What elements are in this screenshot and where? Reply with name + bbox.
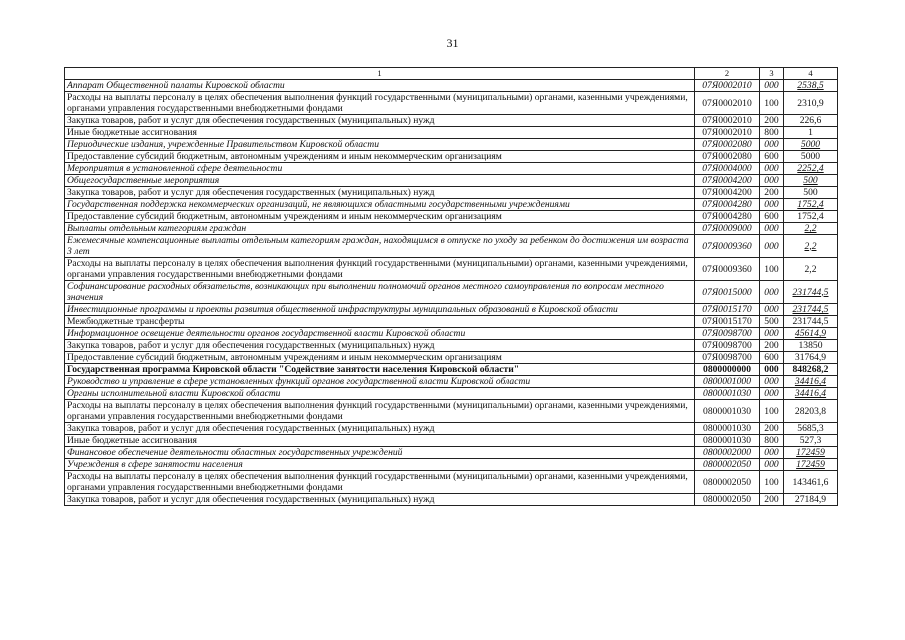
- row-code-cell-text: 0800001030: [703, 435, 751, 446]
- row-code-cell-text: 07Я0004200: [702, 175, 752, 186]
- row-type-cell: [760, 223, 784, 235]
- row-type-cell-text: 100: [764, 476, 779, 488]
- row-type-cell-text: 000: [764, 286, 779, 298]
- row-amount-cell: [784, 187, 838, 199]
- row-type-cell: [760, 281, 784, 304]
- row-name-cell-text: Руководство и управление в сфере установленных функций органов государственной власти Кировской области: [67, 376, 531, 387]
- row-name-cell: [65, 316, 695, 328]
- row-name-cell: [65, 388, 695, 400]
- row-amount-cell-text: 848268,2: [792, 364, 829, 375]
- row-type-cell: [760, 400, 784, 423]
- row-amount-cell-text: 231744,5: [792, 286, 829, 298]
- row-code-cell-text: 07Я0002010: [702, 127, 752, 138]
- row-code-cell: [695, 388, 760, 400]
- row-name-cell-text: Предоставление субсидий бюджетным, автономным учреждениям и иным некоммерческим организациям: [67, 352, 502, 363]
- row-type-cell: [760, 163, 784, 175]
- row-amount-cell: [784, 199, 838, 211]
- row-type-cell-text: 000: [764, 80, 779, 91]
- row-amount-cell-text: 2,2: [804, 223, 817, 234]
- row-name-cell-text: Иные бюджетные ассигнования: [67, 127, 197, 138]
- row-type-cell-text: 000: [764, 364, 779, 375]
- row-amount-cell-text: 2310,9: [797, 97, 824, 109]
- row-name-cell-text: Межбюджетные трансферты: [67, 316, 185, 327]
- row-type-cell-text: 600: [764, 151, 779, 162]
- row-name-cell-text: Закупка товаров, работ и услуг для обеспечения государственных (муниципальных) нужд: [67, 115, 435, 126]
- row-code-cell: [695, 435, 760, 447]
- row-type-cell: [760, 258, 784, 281]
- row-name-cell: [65, 494, 695, 506]
- row-code-cell: [695, 352, 760, 364]
- row-name-cell-text: Периодические издания, учрежденные Правительством Кировской области: [67, 139, 380, 150]
- row-type-cell-text: 000: [764, 223, 779, 234]
- row-amount-cell: [784, 115, 838, 127]
- row-name-cell: [65, 175, 695, 187]
- row-type-cell-text: 100: [764, 263, 779, 275]
- row-type-cell: [760, 304, 784, 316]
- row-amount-cell-text: 2,2: [804, 263, 817, 275]
- row-name-cell-text: Инвестиционные программы и проекты развития общественной инфраструктуры муниципальных образований в Кировской области: [67, 304, 618, 315]
- row-amount-cell-text: 143461,6: [792, 476, 829, 488]
- row-code-cell: [695, 304, 760, 316]
- row-type-cell: [760, 364, 784, 376]
- row-code-cell-text: 07Я0002080: [702, 151, 752, 162]
- table-header-row: [65, 68, 838, 80]
- row-name-cell: [65, 328, 695, 340]
- column-header-amount: 4: [784, 68, 838, 80]
- row-type-cell: [760, 316, 784, 328]
- table-row: [65, 423, 838, 435]
- table-row: [65, 115, 838, 127]
- row-type-cell-text: 000: [764, 163, 779, 174]
- row-code-cell: [695, 115, 760, 127]
- row-amount-cell: [784, 139, 838, 151]
- row-amount-cell-text: 226,6: [799, 115, 822, 126]
- row-amount-cell-text: 2252,4: [797, 163, 824, 174]
- row-code-cell: [695, 400, 760, 423]
- row-type-cell-text: 000: [764, 175, 779, 186]
- row-type-cell-text: 000: [764, 304, 779, 315]
- row-code-cell: [695, 139, 760, 151]
- table-row: [65, 92, 838, 115]
- row-type-cell-text: 200: [764, 187, 779, 198]
- row-type-cell-text: 200: [764, 115, 779, 126]
- row-type-cell: [760, 423, 784, 435]
- row-name-cell: [65, 163, 695, 175]
- row-name-cell: [65, 459, 695, 471]
- row-type-cell: [760, 127, 784, 139]
- table-row: [65, 223, 838, 235]
- row-name-cell-text: Закупка товаров, работ и услуг для обеспечения государственных (муниципальных) нужд: [67, 187, 435, 198]
- row-name-cell-text: Расходы на выплаты персоналу в целях обеспечения выполнения функций государственными (муниципальными) органами, казенными учреждениями, органами управления государственными внебюджетными фондами: [67, 258, 688, 280]
- row-code-cell: [695, 223, 760, 235]
- row-amount-cell: [784, 494, 838, 506]
- row-name-cell-text: Софинансирование расходных обязательств, возникающих при выполнении полномочий органов местного самоуправления по вопросам местного значения: [67, 281, 664, 303]
- row-name-cell-text: Аппарат Общественной палаты Кировской области: [67, 80, 285, 91]
- row-type-cell: [760, 471, 784, 494]
- row-name-cell-text: Расходы на выплаты персоналу в целях обеспечения выполнения функций государственными (муниципальными) органами, казенными учреждениями, органами управления государственными внебюджетными фондами: [67, 471, 688, 493]
- table-row: [65, 352, 838, 364]
- row-code-cell-text: 07Я0098700: [702, 352, 752, 363]
- row-name-cell: [65, 435, 695, 447]
- row-amount-cell: [784, 435, 838, 447]
- row-code-cell: [695, 364, 760, 376]
- row-type-cell: [760, 187, 784, 199]
- row-type-cell-text: 800: [764, 127, 779, 138]
- row-code-cell-text: 0800001030: [703, 423, 751, 434]
- row-amount-cell: [784, 151, 838, 163]
- row-code-cell: [695, 316, 760, 328]
- row-name-cell: [65, 187, 695, 199]
- row-name-cell: [65, 304, 695, 316]
- table-row: [65, 211, 838, 223]
- row-code-cell: [695, 281, 760, 304]
- row-type-cell-text: 000: [764, 199, 779, 210]
- row-code-cell-text: 07Я0002010: [702, 97, 752, 109]
- row-code-cell-text: 07Я0002010: [702, 80, 752, 91]
- row-code-cell: [695, 163, 760, 175]
- column-header-code: 2: [695, 68, 760, 80]
- row-type-cell-text: 000: [764, 139, 779, 150]
- row-type-cell: [760, 92, 784, 115]
- row-name-cell: [65, 281, 695, 304]
- row-code-cell: [695, 80, 760, 92]
- row-amount-cell-text: 1752,4: [797, 211, 824, 222]
- row-name-cell: [65, 423, 695, 435]
- row-amount-cell-text: 1: [808, 127, 813, 138]
- table-row: [65, 258, 838, 281]
- table-row: [65, 328, 838, 340]
- row-name-cell: [65, 400, 695, 423]
- row-amount-cell: [784, 423, 838, 435]
- row-name-cell-text: Предоставление субсидий бюджетным, автономным учреждениям и иным некоммерческим организациям: [67, 151, 502, 162]
- table-row: [65, 494, 838, 506]
- row-name-cell: [65, 364, 695, 376]
- row-code-cell: [695, 211, 760, 223]
- row-code-cell-text: 0800002050: [703, 459, 751, 470]
- row-code-cell: [695, 258, 760, 281]
- row-code-cell: [695, 459, 760, 471]
- table-row: [65, 435, 838, 447]
- row-type-cell: [760, 447, 784, 459]
- row-name-cell: [65, 447, 695, 459]
- row-amount-cell: [784, 447, 838, 459]
- row-amount-cell-text: 27184,9: [794, 494, 827, 505]
- row-code-cell-text: 07Я0098700: [702, 340, 752, 351]
- row-amount-cell: [784, 92, 838, 115]
- row-code-cell-text: 07Я0002010: [702, 115, 752, 126]
- row-type-cell: [760, 494, 784, 506]
- table-row: [65, 340, 838, 352]
- table-row: [65, 400, 838, 423]
- table-body: [65, 80, 838, 506]
- row-type-cell: [760, 139, 784, 151]
- row-type-cell-text: 000: [764, 240, 779, 252]
- row-type-cell: [760, 435, 784, 447]
- row-code-cell: [695, 92, 760, 115]
- row-code-cell: [695, 340, 760, 352]
- row-type-cell-text: 800: [764, 435, 779, 446]
- row-type-cell-text: 600: [764, 352, 779, 363]
- row-amount-cell: [784, 235, 838, 258]
- row-amount-cell-text: 527,3: [799, 435, 822, 446]
- table-row: [65, 163, 838, 175]
- row-code-cell-text: 07Я0015170: [702, 316, 752, 327]
- row-name-cell: [65, 352, 695, 364]
- row-amount-cell: [784, 316, 838, 328]
- row-code-cell: [695, 199, 760, 211]
- row-type-cell: [760, 328, 784, 340]
- table-row: [65, 281, 838, 304]
- row-name-cell-text: Государственная программа Кировской области "Содействие занятости населения Кировской области": [67, 364, 520, 375]
- row-type-cell: [760, 151, 784, 163]
- row-code-cell-text: 0800002000: [703, 447, 751, 458]
- row-amount-cell-text: 500: [803, 187, 818, 198]
- row-name-cell: [65, 471, 695, 494]
- row-name-cell: [65, 199, 695, 211]
- row-amount-cell-text: 34416,4: [794, 376, 827, 387]
- row-type-cell: [760, 199, 784, 211]
- row-name-cell: [65, 80, 695, 92]
- row-type-cell-text: 200: [764, 340, 779, 351]
- table-row: [65, 187, 838, 199]
- table-row: [65, 471, 838, 494]
- row-amount-cell-text: 34416,4: [794, 388, 827, 399]
- row-amount-cell-text: 31764,9: [794, 352, 827, 363]
- row-amount-cell: [784, 223, 838, 235]
- row-type-cell-text: 000: [764, 328, 779, 339]
- row-type-cell: [760, 80, 784, 92]
- row-code-cell-text: 07Я0004280: [702, 199, 752, 210]
- table-row: [65, 151, 838, 163]
- row-name-cell-text: Иные бюджетные ассигнования: [67, 435, 197, 446]
- row-type-cell: [760, 175, 784, 187]
- row-code-cell: [695, 376, 760, 388]
- row-code-cell-text: 0800001000: [703, 376, 751, 387]
- row-code-cell-text: 0800000000: [703, 364, 751, 375]
- row-amount-cell: [784, 340, 838, 352]
- row-name-cell: [65, 92, 695, 115]
- row-type-cell-text: 100: [764, 405, 779, 417]
- row-type-cell-text: 500: [764, 316, 779, 327]
- row-name-cell-text: Ежемесячные компенсационные выплаты отдельным категориям граждан, находящимся в отпуске по уходу за ребенком до достижения им возраста 3 лет: [67, 235, 689, 257]
- row-amount-cell-text: 500: [803, 175, 818, 186]
- row-amount-cell: [784, 211, 838, 223]
- row-code-cell: [695, 328, 760, 340]
- column-header-name: 1: [65, 68, 695, 80]
- row-name-cell-text: Выплаты отдельным категориям граждан: [67, 223, 247, 234]
- row-amount-cell: [784, 471, 838, 494]
- row-code-cell: [695, 494, 760, 506]
- row-name-cell: [65, 223, 695, 235]
- row-amount-cell-text: 13850: [798, 340, 823, 351]
- row-name-cell-text: Органы исполнительной власти Кировской области: [67, 388, 281, 399]
- row-amount-cell: [784, 459, 838, 471]
- row-type-cell: [760, 115, 784, 127]
- row-amount-cell: [784, 175, 838, 187]
- row-type-cell-text: 000: [764, 459, 779, 470]
- row-amount-cell: [784, 304, 838, 316]
- column-header-type: 3: [760, 68, 784, 80]
- row-name-cell: [65, 340, 695, 352]
- table-row: [65, 199, 838, 211]
- row-name-cell-text: Финансовое обеспечение деятельности областных государственных учреждений: [67, 447, 403, 458]
- row-type-cell-text: 100: [764, 97, 779, 109]
- row-code-cell-text: 07Я0098700: [702, 328, 752, 339]
- table-row: [65, 235, 838, 258]
- row-type-cell: [760, 235, 784, 258]
- row-type-cell-text: 200: [764, 423, 779, 434]
- row-amount-cell-text: 231744,5: [792, 316, 829, 327]
- row-code-cell-text: 0800001030: [703, 388, 751, 399]
- row-type-cell-text: 000: [764, 388, 779, 399]
- row-amount-cell-text: 172459: [796, 447, 825, 458]
- row-amount-cell-text: 231744,5: [792, 304, 829, 315]
- row-type-cell-text: 600: [764, 211, 779, 222]
- table-row: [65, 447, 838, 459]
- row-code-cell-text: 07Я0009360: [702, 263, 752, 275]
- row-code-cell: [695, 235, 760, 258]
- row-name-cell-text: Расходы на выплаты персоналу в целях обеспечения выполнения функций государственными (муниципальными) органами, казенными учреждениями, органами управления государственными внебюджетными фондами: [67, 92, 688, 114]
- row-type-cell-text: 000: [764, 447, 779, 458]
- row-name-cell-text: Мероприятия в установленной сфере деятельности: [67, 163, 283, 174]
- row-name-cell-text: Расходы на выплаты персоналу в целях обеспечения выполнения функций государственными (муниципальными) органами, казенными учреждениями, органами управления государственными внебюджетными фондами: [67, 400, 688, 422]
- row-amount-cell-text: 1752,4: [797, 199, 824, 210]
- row-amount-cell-text: 5000: [800, 139, 821, 150]
- table-row: [65, 175, 838, 187]
- table-row: [65, 139, 838, 151]
- row-code-cell: [695, 447, 760, 459]
- budget-table: [64, 67, 838, 506]
- row-amount-cell-text: 45614,9: [794, 328, 827, 339]
- row-amount-cell-text: 5685,3: [797, 423, 824, 434]
- row-type-cell: [760, 388, 784, 400]
- row-amount-cell: [784, 388, 838, 400]
- row-code-cell: [695, 471, 760, 494]
- row-amount-cell: [784, 376, 838, 388]
- row-amount-cell: [784, 364, 838, 376]
- table-row: [65, 388, 838, 400]
- row-type-cell: [760, 340, 784, 352]
- row-name-cell-text: Закупка товаров, работ и услуг для обеспечения государственных (муниципальных) нужд: [67, 423, 435, 434]
- row-name-cell-text: Закупка товаров, работ и услуг для обеспечения государственных (муниципальных) нужд: [67, 494, 435, 505]
- row-amount-cell: [784, 328, 838, 340]
- row-code-cell-text: 07Я0004280: [702, 211, 752, 222]
- row-code-cell-text: 07Я0009360: [702, 240, 752, 252]
- row-amount-cell-text: 5000: [800, 151, 821, 162]
- row-code-cell-text: 07Я0015000: [702, 286, 752, 298]
- row-name-cell: [65, 139, 695, 151]
- row-name-cell-text: Государственная поддержка некоммерческих организаций, не являющихся областными государственными учреждениями: [67, 199, 570, 210]
- row-type-cell-text: 200: [764, 494, 779, 505]
- table-row: [65, 364, 838, 376]
- table-row: [65, 459, 838, 471]
- row-amount-cell-text: 2538,5: [797, 80, 824, 91]
- page-number: 31: [446, 36, 459, 50]
- row-name-cell: [65, 258, 695, 281]
- row-name-cell: [65, 115, 695, 127]
- row-type-cell: [760, 376, 784, 388]
- row-code-cell-text: 07Я0015170: [702, 304, 752, 315]
- row-type-cell-text: 000: [764, 376, 779, 387]
- row-name-cell-text: Предоставление субсидий бюджетным, автономным учреждениям и иным некоммерческим организациям: [67, 211, 502, 222]
- table-row: [65, 376, 838, 388]
- table-row: [65, 127, 838, 139]
- row-amount-cell: [784, 281, 838, 304]
- row-code-cell-text: 07Я0004000: [702, 163, 752, 174]
- row-code-cell: [695, 187, 760, 199]
- row-amount-cell-text: 28203,8: [794, 405, 827, 417]
- row-code-cell-text: 0800002050: [703, 494, 751, 505]
- row-name-cell-text: Общегосударственные мероприятия: [67, 175, 220, 186]
- table-row: [65, 316, 838, 328]
- row-type-cell: [760, 459, 784, 471]
- row-name-cell-text: Информационное освещение деятельности органов государственной власти Кировской области: [67, 328, 466, 339]
- row-amount-cell: [784, 400, 838, 423]
- row-name-cell: [65, 376, 695, 388]
- row-name-cell-text: Закупка товаров, работ и услуг для обеспечения государственных (муниципальных) нужд: [67, 340, 435, 351]
- row-code-cell: [695, 127, 760, 139]
- row-name-cell: [65, 127, 695, 139]
- row-type-cell: [760, 211, 784, 223]
- row-name-cell: [65, 211, 695, 223]
- row-code-cell-text: 0800002050: [703, 476, 751, 488]
- row-code-cell-text: 07Я0004200: [702, 187, 752, 198]
- row-amount-cell: [784, 80, 838, 92]
- row-code-cell: [695, 151, 760, 163]
- row-amount-cell: [784, 163, 838, 175]
- row-amount-cell: [784, 127, 838, 139]
- row-amount-cell-text: 2,2: [804, 240, 817, 252]
- row-type-cell: [760, 352, 784, 364]
- row-amount-cell: [784, 352, 838, 364]
- row-code-cell-text: 0800001030: [703, 405, 751, 417]
- row-name-cell-text: Учреждения в сфере занятости населения: [67, 459, 243, 470]
- row-code-cell: [695, 423, 760, 435]
- row-name-cell: [65, 151, 695, 163]
- row-code-cell-text: 07Я0002080: [702, 139, 752, 150]
- row-code-cell-text: 07Я0009000: [702, 223, 752, 234]
- row-amount-cell: [784, 258, 838, 281]
- row-name-cell: [65, 235, 695, 258]
- row-code-cell: [695, 175, 760, 187]
- row-amount-cell-text: 172459: [796, 459, 825, 470]
- table-row: [65, 80, 838, 92]
- table-row: [65, 304, 838, 316]
